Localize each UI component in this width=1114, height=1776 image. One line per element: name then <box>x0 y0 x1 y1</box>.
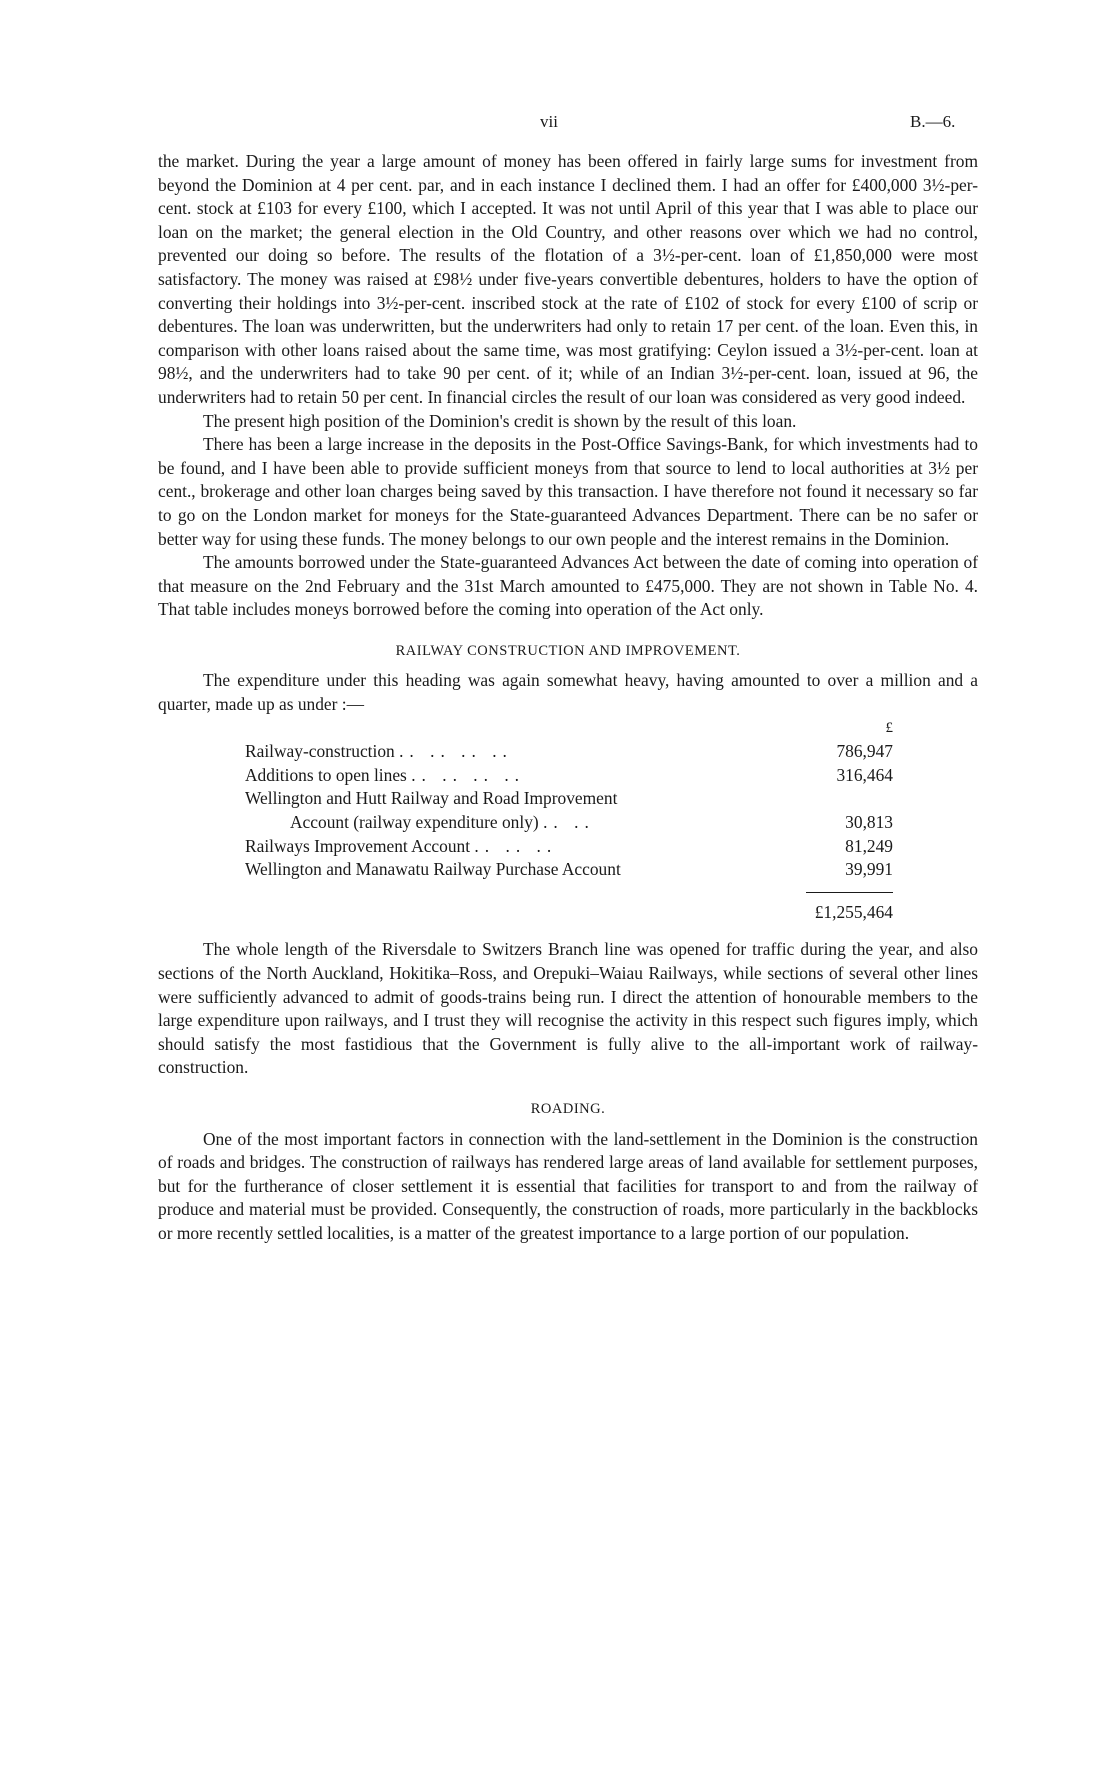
section-heading-roading: ROADING. <box>530 1100 606 1117</box>
row-amount: 786,947 <box>836 741 893 762</box>
currency-row <box>245 717 893 741</box>
table-row <box>245 740 893 764</box>
railway-expenditure-table <box>245 717 893 925</box>
body-text <box>158 150 978 1246</box>
row-amount: 81,249 <box>845 835 893 856</box>
row-label: Account (railway expenditure only) <box>290 812 539 833</box>
row-amount: 316,464 <box>836 764 893 785</box>
paragraph-railway-intro: The expenditure under this heading was again somewhat heavy, having amounted to over a million and a quarter, made up as under :— <box>158 670 978 715</box>
table-row <box>245 764 893 788</box>
paragraph-railway-lines: The whole length of the Riversdale to Switzers Branch line was opened for traffic during the year, and also sections of the North Auckland, Hokitika–Ross, and Orepuki–Waiau Railways, while sections of several other lines were sufficiently advanced to admit of goods-trains being run. I direct the attention of honourable members to the large expenditure upon railways, and I trust they will recognise the activity in this respect such figures imply, which should satisfy the most fastidious that the Government is fully alive to the all-important work of railway-construction. <box>158 939 978 1078</box>
table-row <box>245 858 893 882</box>
row-label: Wellington and Hutt Railway and Road Improvement <box>245 788 618 809</box>
table-row <box>245 787 893 811</box>
total-rule <box>806 882 893 893</box>
table-row <box>245 835 893 859</box>
row-amount <box>806 787 893 811</box>
row-amount: 39,991 <box>845 859 893 880</box>
leader-dots: .. .. .. .. <box>411 764 526 785</box>
page-number: vii <box>540 112 558 131</box>
page-header <box>0 112 1114 136</box>
row-label: Railways Improvement Account <box>245 835 471 856</box>
paragraph-advances-act: The amounts borrowed under the State-guaranteed Advances Act between the date of coming into operation of that measure on the 2nd February and the 31st March amounted to £475,000. They are not shown in Table No. 4. That table includes moneys borrowed before the coming into operation of the Act only. <box>158 552 978 620</box>
currency-symbol: £ <box>885 719 893 736</box>
paragraph-roading: One of the most important factors in connection with the land-settlement in the Dominion is the construction of roads and bridges. The construction of railways has rendered large areas of land available for settlement purposes, but for the furtherance of closer settlement it is essential that facilities for transport to and from the railway of produce and material must be provided. Consequently, the construction of roads, more particularly in the backblocks or more recently settled localities, is a matter of the greatest importance to a large portion of our population. <box>158 1128 978 1243</box>
section-heading-railway: RAILWAY CONSTRUCTION AND IMPROVEMENT. <box>395 642 741 659</box>
paragraph-credit: The present high position of the Dominion's credit is shown by the result of this loan. <box>203 410 797 431</box>
total-row <box>245 892 893 924</box>
paragraph-market: the market. During the year a large amount of money has been offered in fairly large sums for investment from beyond the Dominion at 4 per cent. par, and in each instance I declined them. I had an offer for £400,000 3½-per-cent. stock at £103 for every £100, which I accepted. It was not until April of this year that I was able to place our loan on the market; the general election in the Old Country, and other reasons over which we had no control, prevented our doing so before. The results of the flotation of a 3½-per-cent. loan of £1,850,000 were most satisfactory. The money was raised at £98½ under five-years convertible debentures, holders to have the option of converting their holdings into 3½-per-cent. inscribed stock at the rate of £102 of stock for every £100 of scrip or debentures. The loan was underwritten, but the underwriters had only to retain 17 per cent. of the loan. Even this, in comparison with other loans raised about the same time, was most gratifying: Ceylon issued a 3½-per-cent. loan at 98½, and the underwriters had to take 90 per cent. of it; while of an Indian 3½-per-cent. loan, issued at 96, the underwriters had to retain 50 per cent. In financial circles the result of our loan was considered as very good indeed. <box>158 151 978 407</box>
total-amount: £1,255,464 <box>814 901 893 922</box>
row-label: Wellington and Manawatu Railway Purchase Account <box>245 859 621 880</box>
leader-dots: .. .. .. .. <box>399 741 513 762</box>
row-amount: 30,813 <box>845 812 893 833</box>
table-row <box>245 811 893 835</box>
row-label: Railway-construction <box>245 741 395 762</box>
leader-dots: .. .. <box>543 812 595 833</box>
row-label: Additions to open lines <box>245 764 407 785</box>
leader-dots: .. .. .. <box>474 835 558 856</box>
paragraph-savings-bank: There has been a large increase in the deposits in the Post-Office Savings-Bank, for which investments had to be found, and I have been able to provide sufficient moneys from that source to lend to local authorities at 3½ per cent., brokerage and other loan charges being saved by this transaction. I have therefore not found it necessary so far to go on the London market for moneys for the State-guaranteed Advances Department. There can be no safer or better way for using these funds. The money belongs to our own people and the interest remains in the Dominion. <box>158 434 978 549</box>
total-rule-row <box>245 882 893 893</box>
document-reference: B.—6. <box>910 112 956 131</box>
